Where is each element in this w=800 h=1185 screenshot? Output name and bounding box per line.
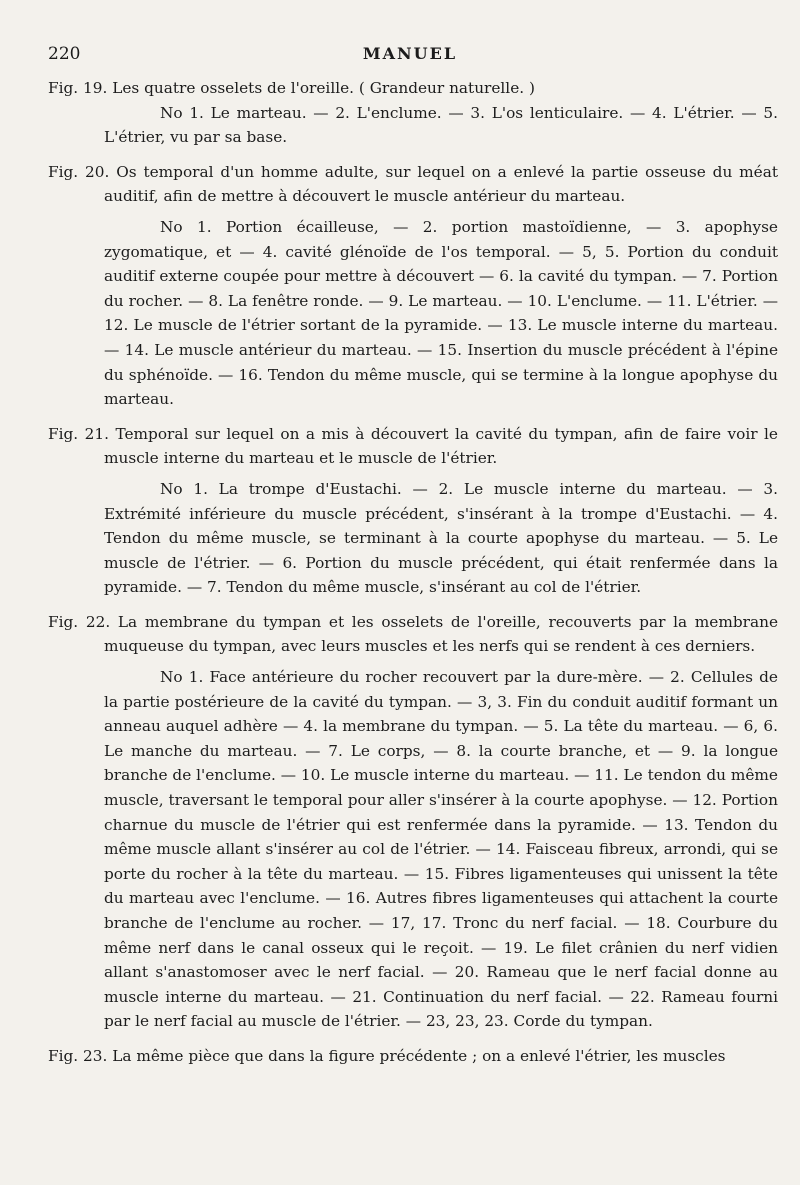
running-title: MANUEL — [362, 44, 458, 63]
figure-21-caption: Fig. 21. Temporal sur lequel on a mis à découvert la cavité du tympan, afin de faire voir le muscle interne du marteau et le muscle de l'étrier. — [48, 424, 778, 468]
figure-20-caption: Fig. 20. Os temporal d'un homme adulte, sur lequel on a enlevé la partie osseuse du méat auditif, afin de mettre à découvert le muscle antérieur du marteau. — [48, 162, 778, 206]
page-header — [48, 44, 772, 70]
figure-20-legend: No 1. Portion écailleuse, — 2. portion mastoïdienne, — 3. apophyse zygomatique, et — 4. cavité glénoïde de l'os temporal. — 5, 5. Portion du conduit auditif externe coupée pour mettre à découvert — 6. la cavité du tympan. — 7. Portion du rocher. — 8. La fenêtre ronde. — 9. Le marteau. — 10. L'enclume. — 11. L'étrier. — 12. Le muscle de l'étrier sortant de la pyramide. — 13. Le muscle interne du marteau. — 14. Le muscle antérieur du marteau. — 15. Insertion du muscle précédent à l'épine du sphénoïde. — 16. Tendon du même muscle, qui se termine à la longue apophyse du marteau. — [104, 217, 778, 409]
figure-22-legend: No 1. Face antérieure du rocher recouvert par la dure-mère. — 2. Cellules de la partie postérieure de la cavité du tympan. — 3, 3. Fin du conduit auditif formant un anneau auquel adhère — 4. la membrane du tympan. — 5. La tête du marteau. — 6, 6. Le manche du marteau. — 7. Le corps, — 8. la courte branche, et — 9. la longue branche de l'enclume. — 10. Le muscle interne du marteau. — 11. Le tendon du même muscle, traversant le temporal pour aller s'insérer à la courte apophyse. — 12. Portion charnue du muscle de l'étrier qui est renfermée dans la pyramide. — 13. Tendon du même muscle allant s'insérer au col de l'étrier. — 14. Faisceau fibreux, arrondi, qui se porte du rocher à la tête du marteau. — 15. Fibres ligamenteuses qui unissent la tête du marteau avec l'enclume. — 16. Autres fibres ligamenteuses qui attachent la courte branche de l'enclume au rocher. — 17, 17. Tronc du nerf facial. — 18. Courbure du même nerf dans le canal osseux qui le reçoit. — 19. Le filet crânien du nerf vidien allant s'anastomoser avec le nerf facial. — 20. Rameau que le nerf facial donne au muscle interne du marteau. — 21. Continuation du nerf facial. — 22. Rameau fourni par le nerf facial au muscle de l'étrier. — 23, 23, 23. Corde du tympan. — [104, 668, 778, 1031]
text-body — [48, 76, 778, 1069]
figure-23-caption: Fig. 23. La même pièce que dans la figure précédente ; on a enlevé l'étrier, les muscles — [48, 1046, 726, 1065]
page-number: 220 — [48, 44, 81, 64]
figure-19-legend: No 1. Le marteau. — 2. L'enclume. — 3. L'os lenticulaire. — 4. L'étrier. — 5. L'étrier, vu par sa base. — [104, 103, 778, 147]
figure-19-caption: Fig. 19. Les quatre osselets de l'oreille. ( Grandeur naturelle. ) — [48, 79, 535, 97]
figure-22-caption: Fig. 22. La membrane du tympan et les osselets de l'oreille, recouverts par la membrane muqueuse du tympan, avec leurs muscles et les nerfs qui se rendent à ces derniers. — [48, 612, 778, 656]
figure-21-legend: No 1. La trompe d'Eustachi. — 2. Le muscle interne du marteau. — 3. Extrémité inférieure du muscle précédent, s'insérant à la trompe d'Eustachi. — 4. Tendon du même muscle, se terminant à la courte apophyse du marteau. — 5. Le muscle de l'étrier. — 6. Portion du muscle précédent, qui était renfermée dans la pyramide. — 7. Tendon du même muscle, s'insérant au col de l'étrier. — [104, 479, 778, 597]
